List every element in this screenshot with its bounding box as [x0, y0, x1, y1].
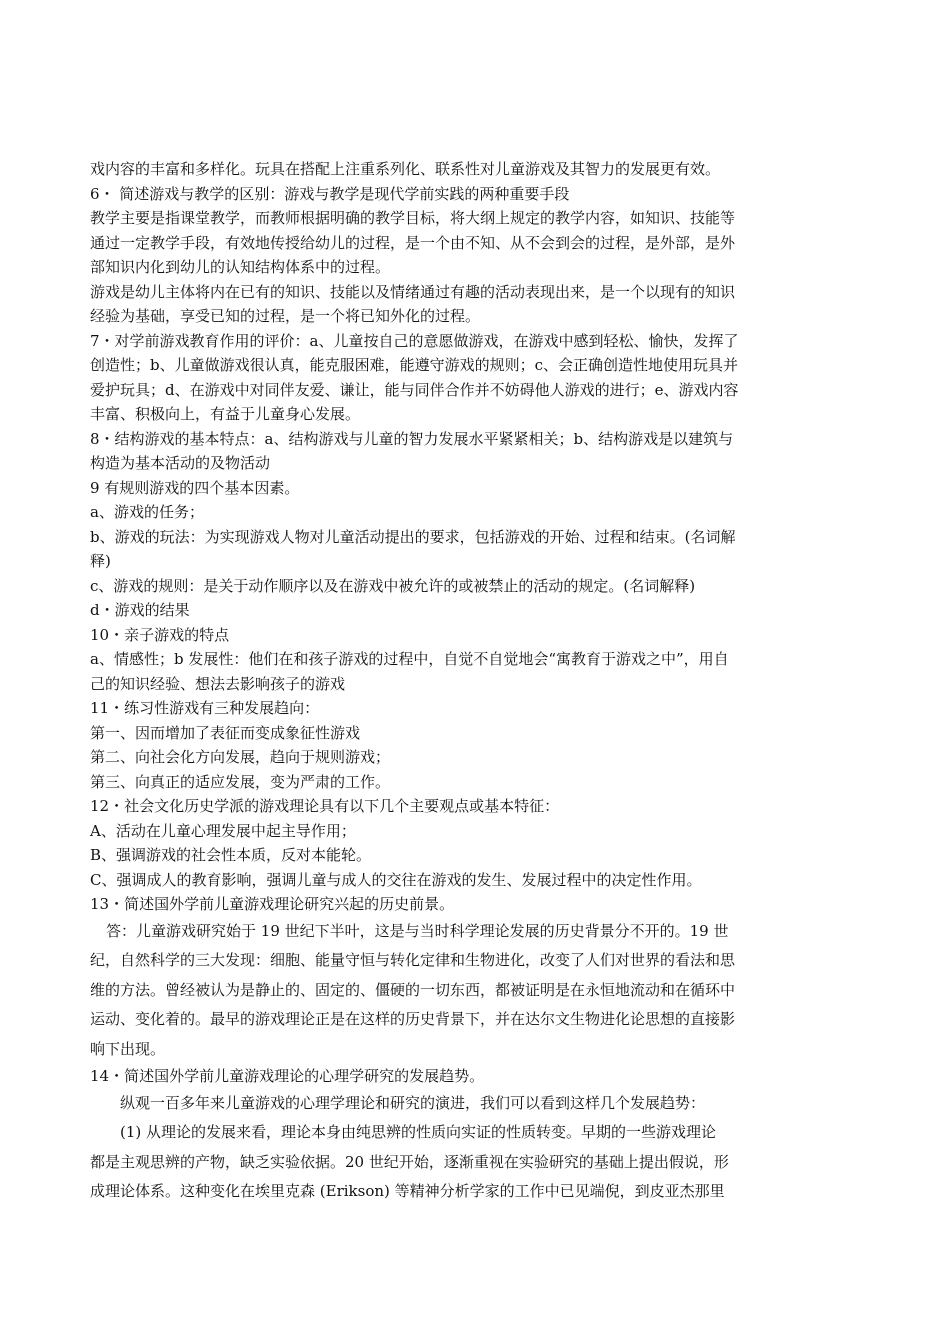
text-line: 维的方法。曾经被认为是静止的、固定的、僵硬的一切东西，都被证明是在永恒地流动和在循环中 [90, 980, 736, 999]
list-item: 第一、因而增加了表征而变成象征性游戏 [90, 723, 361, 742]
text-line: 构造为基本活动的及物活动 [90, 454, 271, 472]
text-line: 教学主要是指课堂教学，而教师根据明确的教学目标，将大纲上规定的教学内容，如知识、技能等 [90, 209, 736, 227]
text-line: 释) [90, 552, 111, 570]
list-item: c、游戏的规则：是关于动作顺序以及在游戏中被允许的或被禁止的活动的规定。(名词解释) [90, 576, 696, 595]
list-item: 第二、向社会化方向发展，趋向于规则游戏； [90, 748, 391, 766]
text-line: 爱护玩具；d、在游戏中对同伴友爱、谦让，能与同伴合作并不妨碍他人游戏的进行；e、游戏内容 [90, 380, 739, 399]
question-9-heading: 9 有规则游戏的四个基本因素。 [90, 478, 300, 497]
answer-13-paragraph [90, 917, 810, 1065]
list-item: d・游戏的结果 [90, 601, 190, 619]
list-item: a、游戏的任务； [90, 503, 204, 521]
question-14-heading: 14・简述国外学前儿童游戏理论的心理学研究的发展趋势。 [90, 1067, 485, 1085]
question-7-heading: 7・对学前游戏教育作用的评价：a、儿童按自己的意愿做游戏，在游戏中感到轻松、愉快，发挥了 [90, 331, 739, 350]
question-12-heading: 12・社会文化历史学派的游戏理论具有以下几个主要观点或基本特征： [90, 797, 560, 815]
list-item: B、强调游戏的社会性本质，反对本能轮。 [90, 846, 372, 864]
question-13-heading: 13・简述国外学前儿童游戏理论研究兴起的历史前景。 [90, 895, 455, 913]
text-line: a、情感性；b 发展性：他们在和孩子游戏的过程中，自觉不自觉地会“寓教育于游戏之中”，用自 [90, 650, 729, 668]
text-line: 创造性；b、儿童做游戏很认真，能克服困难，能遵守游戏的规则；c、会正确创造性地使用玩具并 [90, 356, 739, 374]
text-line: 部知识内化到幼儿的认知结构体系中的过程。 [90, 258, 391, 276]
text-line: 游戏是幼儿主体将内在已有的知识、技能以及情绪通过有趣的活动表现出来，是一个以现有的知识 [90, 282, 736, 301]
text-line: (1) 从理论的发展来看，理论本身由纯思辨的性质向实证的性质转变。早期的一些游戏理论 [120, 1123, 717, 1141]
text-line: 戏内容的丰富和多样化。玩具在搭配上注重系列化、联系性对儿童游戏及其智力的发展更有效。 [90, 160, 721, 178]
list-item: b、游戏的玩法：为实现游戏人物对儿童活动提出的要求，包括游戏的开始、过程和结束。(名词解 [90, 527, 736, 546]
question-11-heading: 11・练习性游戏有三种发展趋向： [90, 699, 320, 717]
list-item: A、活动在儿童心理发展中起主导作用； [90, 821, 356, 840]
question-8-heading: 8・结构游戏的基本特点：a、结构游戏与儿童的智力发展水平紧紧相关；b、结构游戏是以建筑与 [90, 429, 734, 448]
text-line: 己的知识经验、想法去影响孩子的游戏 [90, 674, 346, 693]
list-item: C、强调成人的教育影响，强调儿童与成人的交往在游戏的发生、发展过程中的决定性作用。 [90, 870, 702, 889]
text-line: 通过一定教学手段，有效地传授给幼儿的过程，是一个由不知、从不会到会的过程，是外部，是外 [90, 233, 736, 252]
text-line: 纵观一百多年来儿童游戏的心理学理论和研究的演进，我们可以看到这样几个发展趋势： [120, 1093, 706, 1112]
text-line: 成理论体系。这种变化在埃里克森 (Erikson) 等精神分析学家的工作中已见端倪，到皮亚杰那里 [90, 1182, 725, 1200]
question-10-heading: 10・亲子游戏的特点 [90, 625, 230, 644]
document-body [90, 157, 810, 1207]
text-line: 都是主观思辨的产物，缺乏实验依据。20 世纪开始，逐渐重视在实验研究的基础上提出假说，形 [90, 1152, 729, 1171]
answer-14-paragraph [90, 1089, 810, 1207]
question-6-heading: 6・ 简述游戏与教学的区别：游戏与教学是现代学前实践的两种重要手段 [90, 184, 570, 203]
text-line: 纪，自然科学的三大发现：细胞、能量守恒与转化定律和生物进化，改变了人们对世界的看法和思 [90, 951, 736, 969]
text-line: 经验为基础，享受已知的过程，是一个将已知外化的过程。 [90, 307, 481, 325]
text-line: 丰富、积极向上，有益于儿童身心发展。 [90, 405, 361, 423]
list-item: 第三、向真正的适应发展，变为严肃的工作。 [90, 772, 391, 791]
text-line: 运动、变化着的。最早的游戏理论正是在这样的历史背景下，并在达尔文生物进化论思想的直接影 [90, 1010, 736, 1028]
text-line: 答：儿童游戏研究始于 19 世纪下半叶，这是与当时科学理论发展的历史背景分不开的。19 世 [106, 921, 729, 940]
text-line: 响下出现。 [90, 1039, 166, 1058]
